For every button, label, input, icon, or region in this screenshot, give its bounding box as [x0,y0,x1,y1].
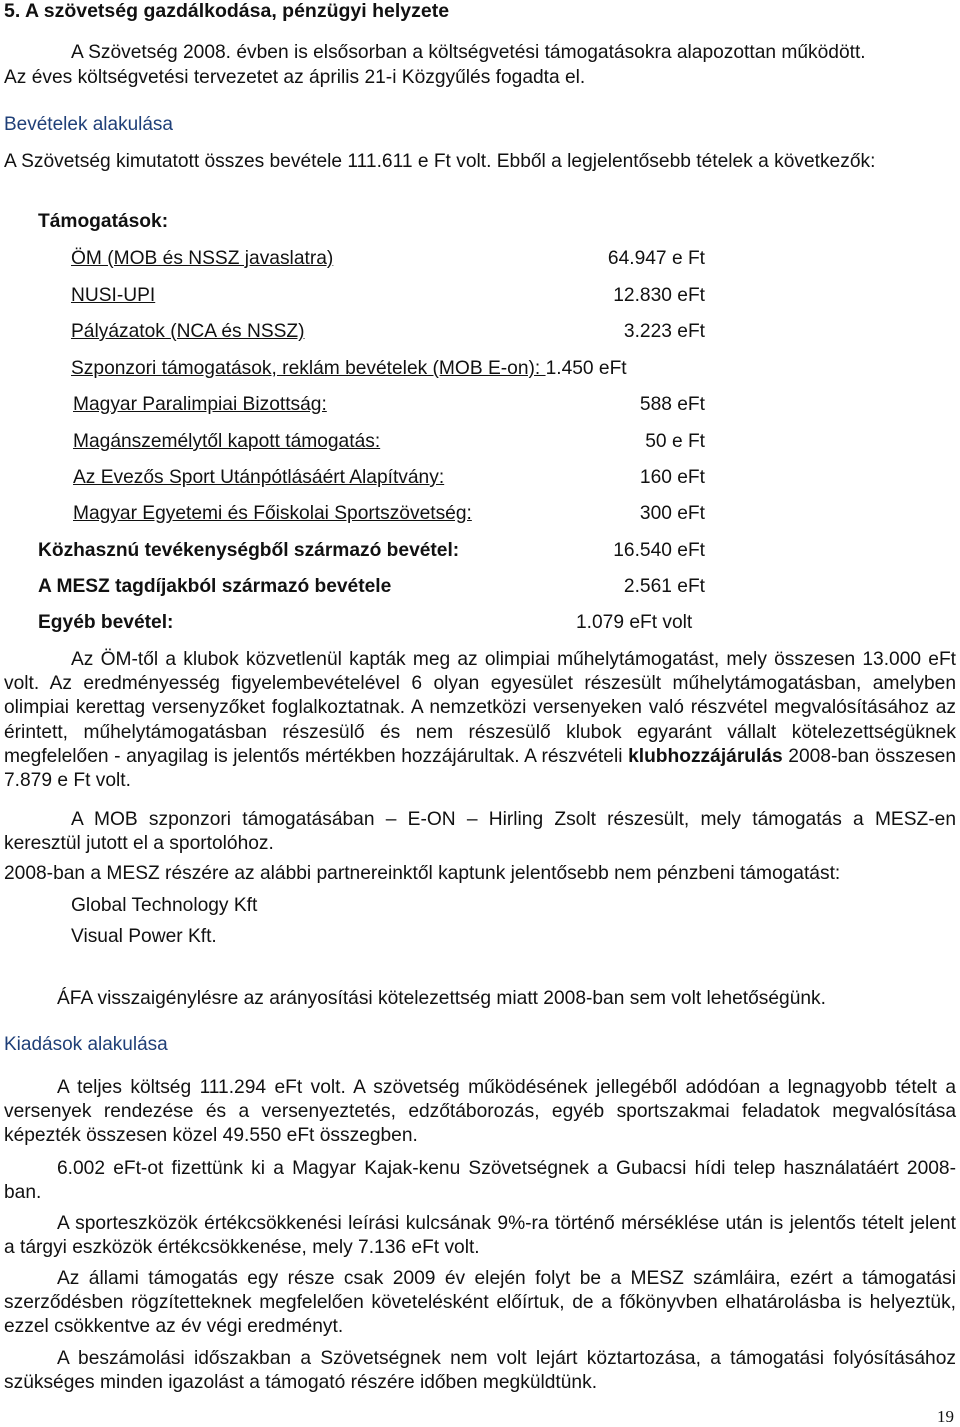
expenses-paragraph-4 [4,1267,956,1340]
grant-value: 3.223 eFt [623,321,705,342]
membership-value: 2.561 eFt [623,576,705,597]
expenses-paragraph-3 [4,1212,956,1260]
sponsor-item-label: Magyar Egyetemi és Főiskolai Sportszövetség: [73,503,472,524]
expenses-paragraph-1-text: A teljes költség 111.294 eFt volt. A szövetség működésének jellegéből adódóan a legnagyobb tételt a versenyek rendezése és a versenyeztetés, edzőtáborozás, egyéb sportszakmai feladatok megvalósítása képezték összesen közel 49.550 eFt összegben. [4,1077,956,1147]
expenses-paragraph-2-text: 6.002 eFt-ot fizettünk ki a Magyar Kajak-kenu Szövetségnek a Gubacsi hídi telep használatáért 2008-ban. [4,1158,956,1204]
expenses-heading: Kiadások alakulása [4,1034,168,1055]
sponsor-item-value: 160 eFt [639,467,705,488]
mob-paragraph-text: A MOB szponzori támogatásában – E-ON – Hirling Zsolt részesült, mely támogatás a MESZ-en keresztül jutott el a sportolóhoz. [4,809,956,855]
intro-line-1: A Szövetség 2008. évben is elsősorban a költségvetési támogatásokra alapozottan működött. [71,42,866,63]
grant-label: NUSI-UPI [71,285,156,306]
sponsor-item-label: Magyar Paralimpiai Bizottság: [73,394,327,415]
membership-label: A MESZ tagdíjakból származó bevétele [38,576,392,597]
income-summary [4,150,956,174]
partner-item: Global Technology Kft [71,895,258,916]
grants-label: Támogatások: [38,211,169,232]
sponsor-item-value: 300 eFt [639,503,705,524]
sponsor-item-label: Az Evezős Sport Utánpótlásáért Alapítvány: [73,467,445,488]
om-paragraph-text-a: Az ÖM-től a klubok közvetlenül kapták meg az olimpiai műhelytámogatást, mely összesen 13.000 eFt volt. Az eredményesség figyelembevételével 6 olyan egyesület részesült műhelytámogatásban, amelyben olimpiai kerettag versenyzőket foglalkoztatnak. A nemzetközi versenyeken való részvétel megvalósításához az érintett, műhelytámogatásban részesülő és nem részesülő klubok egyaránt vállalt kötelezettségüknek megfelelően - anyagilag is jelentős mértékben hozzájárultak. A részvételi [4,649,956,767]
expenses-paragraph-3-text: A sporteszközök értékcsökkenési leírási kulcsának 9%-ra történő mérséklése után is jelentős tételt jelent a tárgyi eszközök értékcsökkenése, mely 7.136 eFt volt. [4,1213,956,1259]
other-income-label: Egyéb bevétel: [38,612,174,633]
sponsor-item-label: Magánszemélytől kapott támogatás: [73,431,381,452]
sponsor-line [71,358,627,380]
intro-line-2: Az éves költségvetési tervezetet az április 21-i Közgyűlés fogadta el. [4,67,586,88]
vat-note: ÁFA visszaigénylésre az arányosítási kötelezettség miatt 2008-ban sem volt lehetőségünk. [57,988,826,1009]
page-number: 19 [937,1407,954,1426]
section-title: 5. A szövetség gazdálkodása, pénzügyi helyzete [4,0,450,22]
partners-intro: 2008-ban a MESZ részére az alábbi partnereinktől kaptunk jelentősebb nem pénzbeni támogatást: [4,863,841,884]
expenses-paragraph-2 [4,1157,956,1205]
grant-label: ÖM (MOB és NSSZ javaslatra) [71,248,334,269]
public-benefit-label: Közhasznú tevékenységből származó bevétel: [38,540,460,561]
om-paragraph-text-b: 2008-ban összesen 7.879 e Ft volt. [4,745,956,792]
mob-paragraph [4,808,956,856]
grant-value: 64.947 e Ft [607,248,705,269]
expenses-paragraph-5 [4,1347,956,1395]
expenses-paragraph-1 [4,1076,956,1149]
expenses-paragraph-5-text: A beszámolási időszakban a Szövetségnek nem volt lejárt köztartozása, a támogatási folyósításához szükséges minden igazolást a támogató részére időben megküldtünk. [4,1348,956,1394]
public-benefit-value: 16.540 eFt [613,540,705,561]
om-paragraph [4,648,956,793]
partner-item: Visual Power Kft. [71,926,217,947]
om-paragraph-bold: klubhozzájárulás [628,745,783,767]
sponsor-value: 1.450 eFt [545,358,627,379]
grant-value: 12.830 eFt [613,285,705,306]
grant-label: Pályázatok (NCA és NSSZ) [71,321,305,342]
sponsor-item-value: 588 eFt [639,394,705,415]
income-heading: Bevételek alakulása [4,114,173,135]
sponsor-label: Szponzori támogatások, reklám bevételek (MOB E-on): [71,358,546,379]
income-summary-text: A Szövetség kimutatott összes bevétele 111.611 e Ft volt. Ebből a legjelentősebb tételek a következők: [4,151,876,172]
other-income-value: 1.079 eFt volt [576,612,693,633]
sponsor-item-value: 50 e Ft [645,431,705,452]
expenses-paragraph-4-text: Az állami támogatás egy része csak 2009 év elején folyt be a MESZ számláira, ezért a támogatási szerződésben rögzítetteknek megfelelően követelésként előírtuk, de a főkönyvben elhatárolásba is helyeztük, ezzel csökkentve az év végi eredményt. [4,1268,956,1338]
